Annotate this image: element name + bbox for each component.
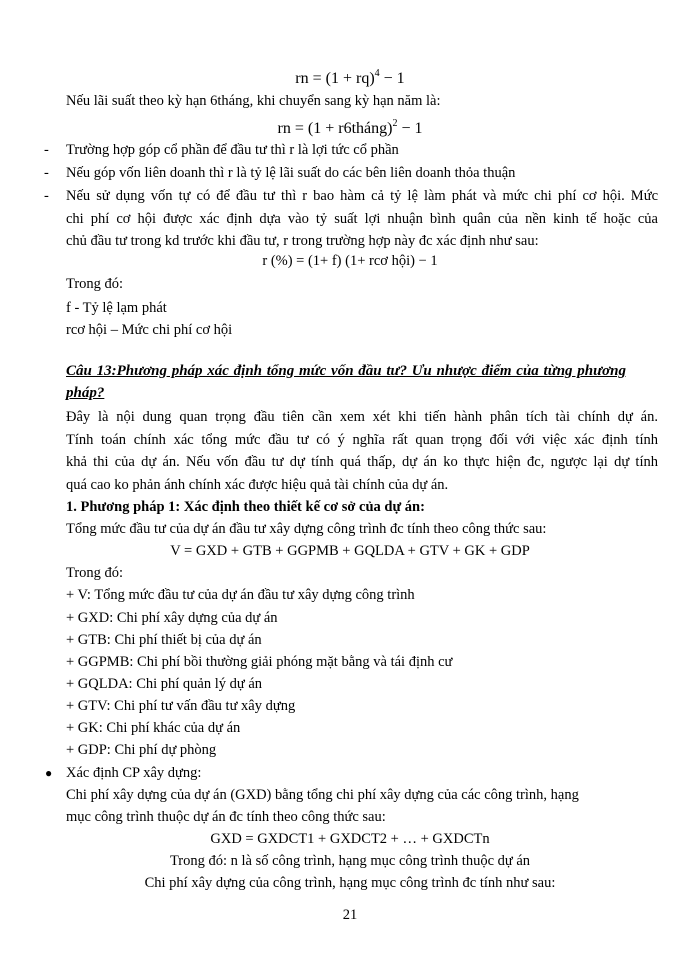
text-line: rcơ hội – Mức chi phí cơ hội (66, 322, 233, 338)
text-line: khả thi của dự án. Nếu vốn đầu tư dự tính quá thấp, dự án ko thực hiện đc, ngược lại dự tính (66, 454, 658, 470)
text-line: Chi phí xây dựng của dự án (GXD) bằng tổng chi phí xây dựng của các công trình, hạng (66, 787, 579, 803)
text-line: Đây là nội dung quan trọng đầu tiên cần xem xét khi tiến hành phân tích tài chính dự án. (66, 409, 658, 425)
text-line: quá cao ko phản ánh chính xác được hiệu quả tài chính của dự án. (66, 477, 449, 493)
text-line: Trong đó: n là số công trình, hạng mục công trình thuộc dự án (169, 853, 531, 869)
formula-r-percent: r (%) = (1+ f) (1+ rcơ hội) − 1 (262, 253, 438, 269)
text-line: Nếu lãi suất theo kỳ hạn 6tháng, khi chuyển sang kỳ hạn năm là: (66, 93, 441, 109)
trong-do-label: Trong đó: (66, 276, 124, 292)
dash-bullet: - (44, 165, 49, 181)
list-item: Trường hợp góp cổ phần để đầu tư thì r là lợi tức cổ phần (66, 142, 399, 158)
definition-item: + GTV: Chi phí tư vấn đầu tư xây dựng (66, 698, 296, 714)
text-line: Tổng mức đầu tư của dự án đầu tư xây dựng công trình đc tính theo công thức sau: (66, 521, 547, 537)
definition-item: + GK: Chi phí khác của dự án (66, 720, 241, 736)
formula-rn-6month (0, 113, 700, 140)
list-item: Nếu góp vốn liên doanh thì r là tỷ lệ lãi suất do các bên liên doanh thỏa thuận (66, 165, 516, 181)
bullet-item: Xác định CP xây dựng: (66, 765, 202, 781)
formula-gxd: GXD = GXDCT1 + GXDCT2 + … + GXDCTn (210, 831, 490, 847)
text-line: Chi phí xây dựng của công trình, hạng mục công trình đc tính như sau: (144, 875, 556, 891)
method-heading: 1. Phương pháp 1: Xác định theo thiết kế cơ sở của dự án: (66, 499, 425, 515)
definition-item: + GXD: Chi phí xây dựng của dự án (66, 610, 278, 626)
formula-text: rn = (1 + rq) (295, 70, 375, 87)
bullet-dot: ● (45, 766, 53, 780)
page-number: 21 (342, 907, 358, 923)
text-line: chủ đầu tư trong kd trước khi đầu tư, r trong trường hợp này đc xác định như sau: (66, 233, 539, 249)
text-line: Tính toán chính xác tổng mức đầu tư có ý nghĩa rất quan trọng đối với việc xác định tính (66, 432, 658, 448)
question-heading: Câu 13:Phương pháp xác định tổng mức vốn đầu tư? Ưu nhược điểm của từng phương (66, 363, 626, 379)
definition-item: + GGPMB: Chi phí bồi thường giải phóng mặt bằng và tái định cư (66, 654, 453, 670)
formula-tail: − 1 (379, 70, 405, 87)
definition-item: + GTB: Chi phí thiết bị của dự án (66, 632, 262, 648)
text-line: f - Tỷ lệ lạm phát (66, 300, 167, 316)
trong-do-label: Trong đó: (66, 565, 124, 581)
definition-item: + GDP: Chi phí dự phòng (66, 742, 217, 758)
dash-bullet: - (44, 188, 49, 204)
text-line: mục công trình thuộc dự án đc tính theo công thức sau: (66, 809, 386, 825)
question-heading-cont: pháp? (66, 385, 105, 401)
list-item: Nếu sử dụng vốn tự có để đầu tư thì r bao hàm cả tỷ lệ làm phát và mức chi phí cơ hội. Mức (66, 188, 658, 204)
formula-v: V = GXD + GTB + GGPMB + GQLDA + GTV + GK + GDP (170, 543, 530, 559)
formula-rn-quarter (0, 63, 700, 90)
formula-tail: − 1 (397, 120, 423, 137)
formula-exponent: 2 (392, 118, 398, 129)
formula-text: rn = (1 + r6tháng) (277, 120, 393, 137)
definition-item: + V: Tổng mức đầu tư của dự án đầu tư xây dựng công trình (66, 587, 415, 603)
definition-item: + GQLDA: Chi phí quản lý dự án (66, 676, 263, 692)
text-line: chi phí cơ hội được xác định dựa vào tỷ suất lợi nhuận bình quân của nền kinh tế hoặc của (66, 211, 658, 227)
dash-bullet: - (44, 142, 49, 158)
formula-exponent: 4 (374, 68, 380, 79)
